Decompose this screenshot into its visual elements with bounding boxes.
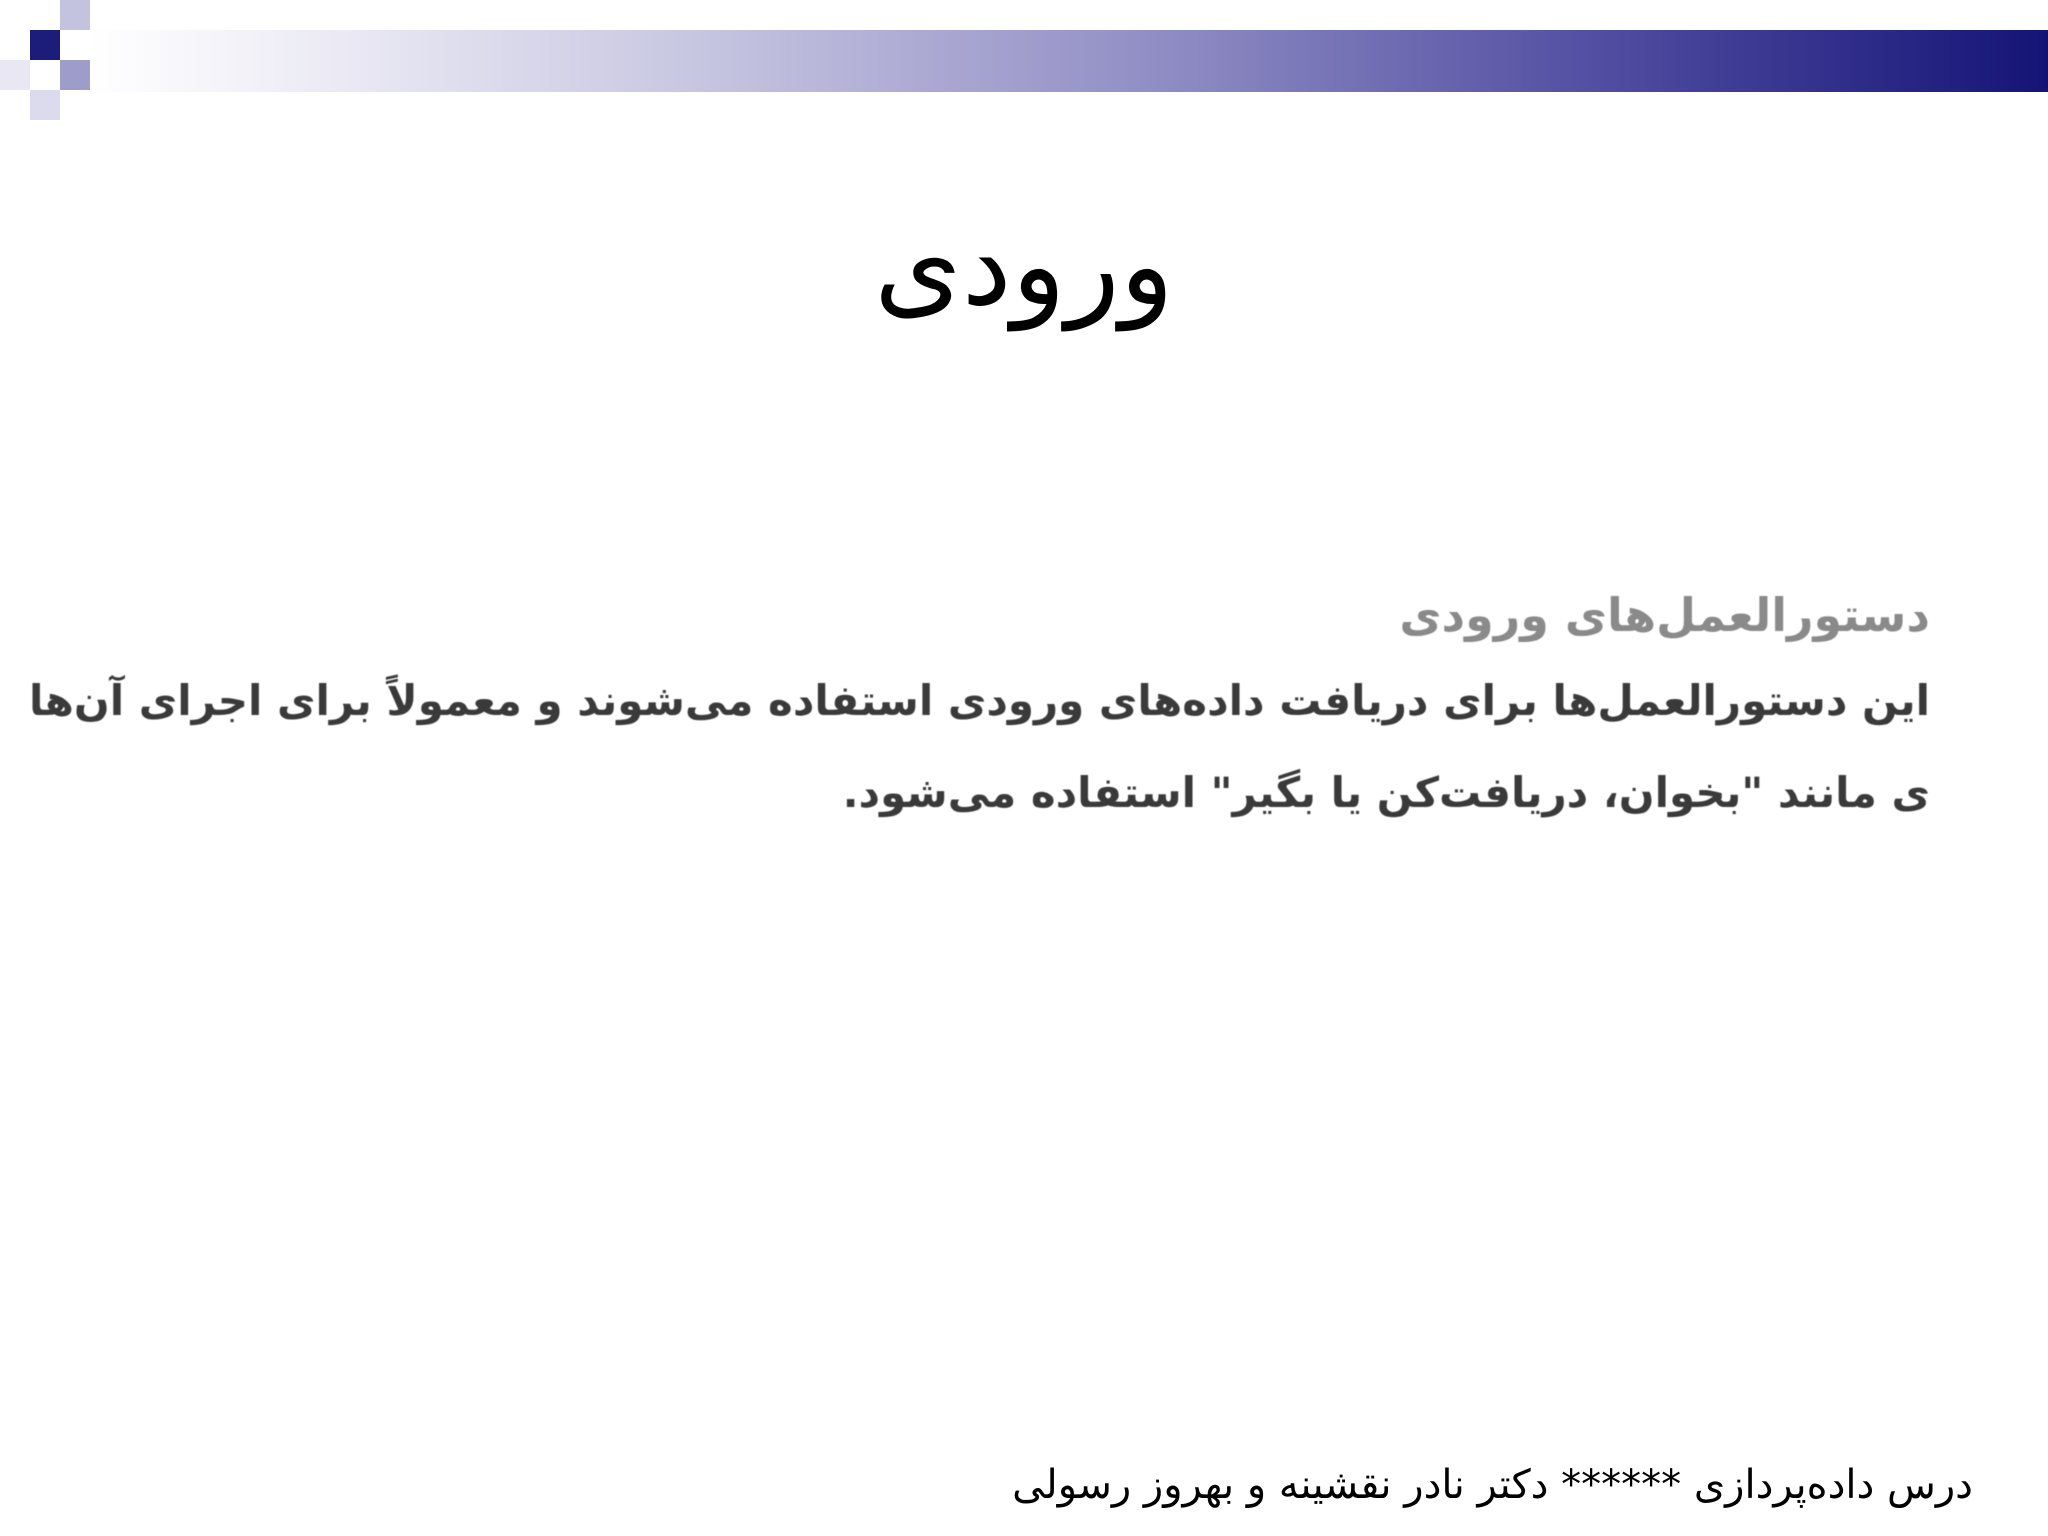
- corner-square-light: [60, 0, 90, 30]
- slide-title: ورودی: [874, 201, 1174, 331]
- body-line: این دستورالعمل‌ها برای دریافت داده‌های ورودی استفاده می‌شوند و معمولاً برای اجرای آن‌ها: [28, 676, 1930, 725]
- scanned-text-image: [28, 575, 1930, 855]
- section-heading: دستورالعمل‌های ورودی: [1399, 588, 1930, 642]
- slide-footer: درس داده‌پردازی ****** دکتر نادر نقشینه و بهروز رسولی: [1012, 1462, 1973, 1508]
- corner-square-light: [30, 90, 60, 120]
- corner-square-light: [0, 60, 30, 90]
- corner-square-dark: [30, 30, 60, 60]
- corner-square-light: [60, 60, 90, 90]
- header-gradient-bar: [90, 30, 2048, 92]
- body-line: ی مانند "بخوان، دریافت‌کن یا بگیر" استفاده می‌شود.: [842, 768, 1930, 817]
